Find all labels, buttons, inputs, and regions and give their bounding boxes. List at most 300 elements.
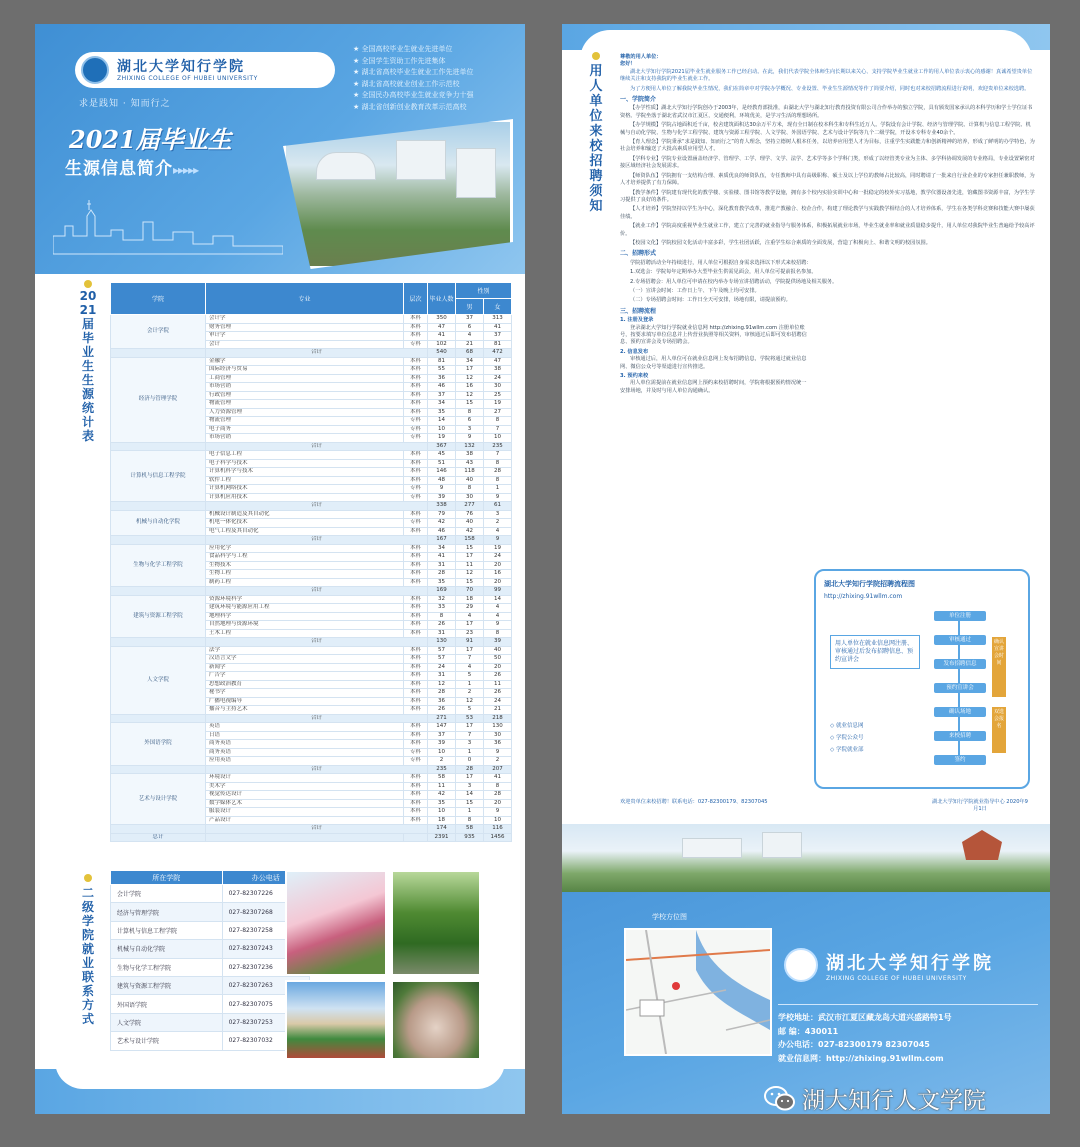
stat-cell: 118 (456, 468, 484, 477)
table-row (111, 502, 512, 511)
stat-cell: 21 (484, 706, 512, 715)
stat-cell: 专科 (404, 340, 428, 349)
contact-phone: 027-82307253 (222, 1013, 309, 1031)
stat-cell: 20 (484, 578, 512, 587)
stat-cell: 10 (428, 425, 456, 434)
title-dot-icon (84, 280, 92, 288)
stat-cell: 15 (456, 544, 484, 553)
major-cell: 资源环境科学 (206, 595, 404, 604)
contact-college: 艺术与设计学院 (111, 1032, 223, 1050)
header-gender: 性别 (456, 283, 512, 299)
header-band (562, 24, 1050, 50)
stat-cell: 8 (428, 612, 456, 621)
major-cell: 环境设计 (206, 774, 404, 783)
logo-en: ZHIXING COLLEGE OF HUBEI UNIVERSITY (826, 974, 967, 982)
honor-item: ★ 全国高校毕业生就业先进单位 (353, 45, 453, 53)
contact-college: 生物与化学工程学院 (111, 958, 223, 976)
contact-row (111, 976, 310, 994)
campus-photo-stone (391, 980, 481, 1060)
stat-cell: 37 (428, 731, 456, 740)
stat-cell: 28 (484, 791, 512, 800)
stat-cell: 本科 (404, 374, 428, 383)
stat-cell: 9 (484, 536, 512, 545)
stat-cell: 5 (456, 706, 484, 715)
stat-cell: 31 (428, 672, 456, 681)
table-row (111, 544, 512, 553)
stat-cell: 本科 (404, 510, 428, 519)
flow-step: 发布招聘信息 (934, 659, 986, 669)
stat-cell: 17 (456, 774, 484, 783)
map-icon (626, 930, 770, 1054)
stat-cell: 51 (428, 459, 456, 468)
stat-cell: 7 (456, 655, 484, 664)
stat-cell: 10 (428, 748, 456, 757)
emblem-icon (784, 948, 818, 982)
stat-cell: 11 (428, 782, 456, 791)
stat-cell: 53 (456, 714, 484, 723)
stat-cell: 158 (456, 536, 484, 545)
header-male: 男 (456, 299, 484, 315)
notice-paragraph: 学院招聘活动全年持续进行，用人单位可根据自身需求选择以下形式来校招聘： (630, 259, 812, 266)
stat-cell: 本科 (404, 689, 428, 698)
honor-item: ★ 湖北省高校毕业生就业工作先进单位 (353, 68, 474, 76)
step-title: 1. 注册及登录 (620, 317, 654, 324)
table-row (111, 833, 512, 842)
college-cell: 机械与自动化学院 (111, 510, 206, 536)
table-row (111, 442, 512, 451)
stat-cell: 28 (428, 689, 456, 698)
stat-cell: 19 (484, 544, 512, 553)
step-text: 登录湖北大学知行学院就业信息网 http://zhixing.91wllm.com 注册单位账号，按要求填写单位信息并上传营业执照等相关资料，审核通过后即可发布招聘信息、预约宣讲会及专场招聘会。 (620, 324, 807, 346)
page-title: 2021届毕业生 (69, 125, 232, 154)
stat-cell: 41 (428, 553, 456, 562)
stat-cell: 本科 (404, 357, 428, 366)
stat-cell (404, 833, 428, 842)
flow-step: 预约宣讲会 (934, 683, 986, 693)
contact-note: 欢迎贵单位来校招聘！联系电话：027-82300179、82307045 (620, 799, 768, 805)
stat-cell: 935 (456, 833, 484, 842)
stat-cell: 28 (428, 570, 456, 579)
flow-note: 用人单位在就业信息网注册、审核通过后发布招聘信息、预约宣讲会 (830, 635, 920, 669)
header-college: 学院 (111, 283, 206, 315)
stat-cell: 235 (484, 442, 512, 451)
stat-cell: 本科 (404, 391, 428, 400)
section-heading: 三、招聘流程 (620, 307, 657, 315)
subtotal-label: 合计 (206, 638, 428, 647)
job-website[interactable]: 就业信息网：http://zhixing.91wllm.com (778, 1053, 944, 1063)
stat-cell: 本科 (404, 799, 428, 808)
flow-arrow (958, 645, 960, 659)
stat-cell: 19 (484, 400, 512, 409)
stat-cell: 8 (456, 485, 484, 494)
stat-cell: 35 (428, 408, 456, 417)
location-map[interactable] (624, 928, 772, 1056)
subtotal-label: 合计 (206, 349, 428, 358)
major-cell: 自然地理与资源环境 (206, 621, 404, 630)
stat-cell: 37 (484, 332, 512, 341)
college-cell: 计算机与信息工程学院 (111, 451, 206, 502)
logo-cn: 湖北大学知行学院 (117, 58, 245, 75)
stat-cell: 12 (456, 374, 484, 383)
stat-cell: 本科 (404, 408, 428, 417)
right-poster (562, 24, 1050, 1114)
major-cell: 市场营销 (206, 383, 404, 392)
stat-cell: 专科 (404, 485, 428, 494)
major-cell: 汉语言文学 (206, 655, 404, 664)
stat-cell: 本科 (404, 578, 428, 587)
major-cell: 国际经济与贸易 (206, 366, 404, 375)
notice-paragraph: （一）宣讲会时间：工作日上午、下午及晚上均可安排。 (630, 287, 760, 294)
stat-cell: 27 (484, 408, 512, 417)
office-phone: 办公电话：027-82300179 82307045 (778, 1040, 930, 1049)
stat-cell: 57 (428, 646, 456, 655)
skyline-illustration (53, 196, 283, 256)
stat-cell: 本科 (404, 697, 428, 706)
flow-url[interactable]: http://zhixing.91wllm.com (824, 593, 903, 600)
stat-cell: 4 (456, 332, 484, 341)
stat-cell: 31 (428, 629, 456, 638)
college-cell: 建筑与资源工程学院 (111, 595, 206, 638)
major-cell: 物流管理 (206, 400, 404, 409)
stat-cell: 本科 (404, 527, 428, 536)
subtotal-label: 合计 (206, 536, 428, 545)
stat-cell: 23 (456, 629, 484, 638)
major-cell: 软件工程 (206, 476, 404, 485)
contact-college: 人文学院 (111, 1013, 223, 1031)
table-row (111, 646, 512, 655)
stat-cell: 35 (428, 578, 456, 587)
stat-cell: 6 (456, 417, 484, 426)
stat-cell: 5 (456, 672, 484, 681)
stat-cell: 本科 (404, 476, 428, 485)
major-cell: 食品科学与工程 (206, 553, 404, 562)
flow-title: 湖北大学知行学院招聘流程图 (824, 580, 915, 588)
stat-cell: 33 (428, 604, 456, 613)
stat-cell: 12 (428, 680, 456, 689)
stat-cell: 9 (484, 621, 512, 630)
stat-cell: 9 (484, 748, 512, 757)
stat-cell: 41 (428, 332, 456, 341)
contact-phone: 027-82307032 (222, 1032, 309, 1050)
major-cell: 制药工程 (206, 578, 404, 587)
college-logo (75, 52, 335, 88)
contact-info (778, 1004, 1038, 1065)
stat-cell: 20 (484, 561, 512, 570)
stat-cell: 本科 (404, 723, 428, 732)
contact-row (111, 1032, 310, 1050)
honor-item: ★ 全国学生资助工作先进集体 (353, 56, 446, 65)
stat-cell: 70 (456, 587, 484, 596)
stat-cell: 本科 (404, 816, 428, 825)
notice-paragraph: 【就业工作】学院高度重视毕业生就业工作，建立了完善的就业指导与服务体系，积极拓展就业市场，毕业生就业率和就业质量稳步提升，用人单位对我院毕业生普遍给予较高评价。 (620, 223, 1035, 237)
stat-cell: 130 (428, 638, 456, 647)
contacts-header-phone: 办公电话 (222, 871, 309, 885)
left-poster (35, 24, 525, 1114)
honors-list (353, 44, 518, 113)
stat-cell: 9 (456, 434, 484, 443)
contact-phone: 027-82307258 (222, 921, 309, 939)
step-text: 用人单位需提前在就业信息网上预约来校招聘时间，学院将根据预约情况统一安排场地，并及时与用人单位沟通确认。 (620, 380, 807, 394)
stat-cell: 37 (456, 315, 484, 324)
stat-cell: 28 (456, 765, 484, 774)
stat-cell: 313 (484, 315, 512, 324)
header-level: 层次 (404, 283, 428, 315)
stat-cell: 专科 (404, 417, 428, 426)
stat-cell: 277 (456, 502, 484, 511)
major-cell: 秘书学 (206, 689, 404, 698)
flow-arrow (958, 717, 960, 731)
contact-footer (562, 892, 1050, 1114)
stat-cell: 2 (484, 757, 512, 766)
footer-band (35, 1069, 525, 1114)
stat-cell: 2 (428, 757, 456, 766)
major-cell: 会计 (206, 340, 404, 349)
stat-cell: 45 (428, 451, 456, 460)
stat-cell: 本科 (404, 680, 428, 689)
flow-link[interactable]: ◇ 就业信息网 (830, 723, 864, 729)
stat-cell: 8 (484, 782, 512, 791)
college-cell: 经济与管理学院 (111, 357, 206, 442)
flow-arrow (958, 621, 960, 635)
stat-cell: 81 (428, 357, 456, 366)
stat-cell: 79 (428, 510, 456, 519)
table-row (111, 723, 512, 732)
stat-cell: 102 (428, 340, 456, 349)
stat-cell: 68 (456, 349, 484, 358)
emblem-icon (81, 56, 109, 84)
stat-cell: 26 (484, 672, 512, 681)
stat-cell: 55 (428, 366, 456, 375)
stats-table-title: 2021届毕业生生源统计表 (79, 289, 97, 443)
stat-cell: 26 (428, 706, 456, 715)
table-row (111, 825, 512, 834)
stat-cell: 12 (456, 697, 484, 706)
stat-cell: 169 (428, 587, 456, 596)
major-cell: 计算机应用技术 (206, 493, 404, 502)
contact-row (111, 885, 310, 903)
major-cell: 电气工程及其自动化 (206, 527, 404, 536)
stat-cell: 3 (456, 782, 484, 791)
stat-cell: 4 (456, 612, 484, 621)
honor-item: ★ 湖北省高校就业创业工作示范校 (353, 79, 460, 88)
stat-cell: 47 (428, 323, 456, 332)
contact-row (111, 940, 310, 958)
stat-cell: 43 (456, 459, 484, 468)
graduate-stats-table (110, 282, 512, 842)
stat-cell: 6 (456, 323, 484, 332)
campus-photo-blossom (285, 870, 387, 976)
stat-cell: 3 (456, 740, 484, 749)
major-cell: 英语 (206, 723, 404, 732)
wechat-watermark (764, 1082, 986, 1115)
stat-cell: 38 (456, 451, 484, 460)
campus-photo (283, 119, 513, 269)
major-cell: 地理科学 (206, 612, 404, 621)
stat-cell: 167 (428, 536, 456, 545)
stat-cell: 7 (456, 731, 484, 740)
major-cell: 行政管理 (206, 391, 404, 400)
major-cell: 产品设计 (206, 816, 404, 825)
notice-paragraph: 【办学规模】学院占地面积近千亩，校舍建筑面积达30余万平方米，现有全日制在校本科生和专科生近万人。学院设有会计学院、经济与管理学院、计算机与信息工程学院、机械与自动化学院、生物与化学工程学院、建筑与资源工程学院、人文学院、外国语学院、艺术与设计学院等九个二级学院，开设本专科专业40余个。 (620, 122, 1031, 136)
stat-cell: 3 (456, 425, 484, 434)
major-cell: 计算机网络技术 (206, 485, 404, 494)
stat-cell: 39 (428, 740, 456, 749)
college-cell: 艺术与设计学院 (111, 774, 206, 825)
college-cell: 生物与化学工程学院 (111, 544, 206, 587)
subtotal-label: 合计 (206, 714, 428, 723)
stat-cell: 61 (484, 502, 512, 511)
stat-cell: 36 (428, 374, 456, 383)
table-row (111, 536, 512, 545)
stat-cell: 10 (484, 434, 512, 443)
stat-cell: 17 (456, 646, 484, 655)
stat-cell: 132 (456, 442, 484, 451)
flow-step: 单位注册 (934, 611, 986, 621)
stat-cell: 1456 (484, 833, 512, 842)
stat-cell: 本科 (404, 323, 428, 332)
stat-cell: 271 (428, 714, 456, 723)
contact-college: 会计学院 (111, 885, 223, 903)
stat-cell: 本科 (404, 672, 428, 681)
major-cell: 服装设计 (206, 808, 404, 817)
major-cell: 机电一体化技术 (206, 519, 404, 528)
college-logo (784, 948, 994, 982)
stat-cell: 专科 (404, 519, 428, 528)
stat-cell: 36 (428, 697, 456, 706)
stat-cell: 8 (484, 459, 512, 468)
stat-cell: 2 (456, 689, 484, 698)
stat-cell: 15 (456, 400, 484, 409)
stat-cell: 本科 (404, 731, 428, 740)
notice-paragraph: 【校园文化】学院校园文化活动丰富多彩，学生社团活跃，注重学生综合素质的全面发展，营造了积极向上、和谐文明的校园氛围。 (630, 239, 931, 246)
header-major: 专业 (206, 283, 404, 315)
greeting: 尊敬的用人单位： (620, 54, 662, 60)
stat-cell: 207 (484, 765, 512, 774)
stat-cell: 58 (456, 825, 484, 834)
stat-cell: 116 (484, 825, 512, 834)
intro-paragraph: 为了方便用人单位了解我院毕业生情况，我们在简章中对学院办学概况、专业设置、毕业生生源情况等作了简要介绍，同时也对来校招聘流程进行说明，欢迎贵单位来校选聘。 (630, 85, 1030, 92)
step-title: 3. 预约来校 (620, 373, 649, 380)
major-cell: 电子科学与技术 (206, 459, 404, 468)
major-cell: 财务管理 (206, 323, 404, 332)
stat-cell: 34 (428, 400, 456, 409)
stat-cell: 本科 (404, 740, 428, 749)
stat-cell: 本科 (404, 570, 428, 579)
stat-cell: 130 (484, 723, 512, 732)
stat-cell: 专科 (404, 757, 428, 766)
stat-cell: 专科 (404, 434, 428, 443)
stat-cell: 35 (428, 799, 456, 808)
stat-cell: 38 (484, 366, 512, 375)
section-heading: 一、学院简介 (620, 96, 657, 104)
contact-row (111, 958, 310, 976)
major-cell: 机械设计制造及其自动化 (206, 510, 404, 519)
subtotal-label: 合计 (206, 765, 428, 774)
stat-cell: 10 (428, 808, 456, 817)
stat-cell: 18 (428, 816, 456, 825)
stat-cell: 本科 (404, 595, 428, 604)
stat-cell: 26 (484, 689, 512, 698)
stat-cell: 50 (484, 655, 512, 664)
stat-cell: 10 (484, 816, 512, 825)
flow-side-label: 双选会报名 (992, 707, 1006, 753)
stat-cell: 本科 (404, 663, 428, 672)
stat-cell: 30 (456, 493, 484, 502)
contact-phone: 027-82307236 (222, 958, 309, 976)
contact-row (111, 921, 310, 939)
hello: 您好！ (620, 61, 636, 68)
stat-cell: 24 (484, 374, 512, 383)
stat-cell: 本科 (404, 629, 428, 638)
notice-paragraph: 2.专场招聘会：用人单位可申请在校内举办专场宣讲招聘活动，学院提供场地及相关服务。 (630, 278, 838, 285)
stat-cell: 17 (456, 621, 484, 630)
major-cell (206, 833, 404, 842)
contact-phone: 027-82307263 (222, 976, 309, 994)
contact-college: 计算机与信息工程学院 (111, 921, 223, 939)
stat-cell: 0 (456, 757, 484, 766)
title-dot-icon (84, 874, 92, 882)
flow-step: 确认场地 (934, 707, 986, 717)
stat-cell: 24 (484, 697, 512, 706)
major-cell: 审计学 (206, 332, 404, 341)
step-text: 审核通过后，用人单位可在就业信息网上发布招聘信息，学院将通过就业信息网、微信公众号等渠道进行宣传推送。 (620, 356, 807, 370)
subtotal-label: 合计 (206, 442, 428, 451)
flow-link[interactable]: ◇ 学院就业部 (830, 747, 864, 753)
major-cell: 应用英语 (206, 757, 404, 766)
major-cell: 播音与主持艺术 (206, 706, 404, 715)
stat-cell: 专科 (404, 425, 428, 434)
stat-cell: 本科 (404, 553, 428, 562)
major-cell: 商务英语 (206, 740, 404, 749)
stat-cell: 9 (484, 493, 512, 502)
college-cell: 总计 (111, 833, 206, 842)
notice-paragraph: 【教学条件】学院建有现代化的教学楼、实验楼、图书馆等教学设施，拥有多个校内实验实训中心和一批稳定的校外实习基地，教学仪器设备先进，馆藏图书资源丰富，为学生学习提供了良好的条件。 (620, 189, 1035, 203)
stat-cell: 41 (484, 774, 512, 783)
stat-cell: 25 (484, 391, 512, 400)
flow-link[interactable]: ◇ 学院公众号 (830, 735, 864, 741)
arrow-icon: ▸▸▸▸▸ (173, 163, 199, 177)
contacts-table (110, 870, 310, 1051)
map-title: 学校方位图 (652, 913, 687, 921)
major-cell: 商务英语 (206, 748, 404, 757)
stat-cell: 18 (456, 595, 484, 604)
major-cell: 日语 (206, 731, 404, 740)
stat-cell: 24 (484, 553, 512, 562)
major-cell: 市场营销 (206, 434, 404, 443)
stat-cell: 19 (428, 434, 456, 443)
contact-college: 外国语学院 (111, 995, 223, 1013)
college-cell: 外国语学院 (111, 723, 206, 766)
page-subtitle: 生源信息简介▸▸▸▸▸ (65, 159, 199, 179)
stat-cell: 1 (484, 485, 512, 494)
stat-cell: 540 (428, 349, 456, 358)
stat-cell: 9 (428, 485, 456, 494)
stat-cell: 7 (484, 451, 512, 460)
wechat-icon (764, 1086, 796, 1112)
stat-cell: 12 (456, 570, 484, 579)
signature: 湖北大学知行学院就业指导中心 2020年9月1日 (932, 799, 1028, 813)
header-count: 毕业人数 (428, 283, 456, 315)
stat-cell: 17 (456, 723, 484, 732)
stat-cell: 本科 (404, 332, 428, 341)
postcode: 邮 编：430011 (778, 1026, 839, 1036)
honor-item: ★ 全国民办高校毕业生就业竞争力十强 (353, 91, 474, 99)
stat-cell: 15 (456, 578, 484, 587)
contact-college: 经济与管理学院 (111, 903, 223, 921)
stat-cell: 本科 (404, 774, 428, 783)
address: 学校地址：武汉市江夏区藏龙岛大道兴盛路特1号 (778, 1013, 952, 1022)
stat-cell: 34 (456, 357, 484, 366)
